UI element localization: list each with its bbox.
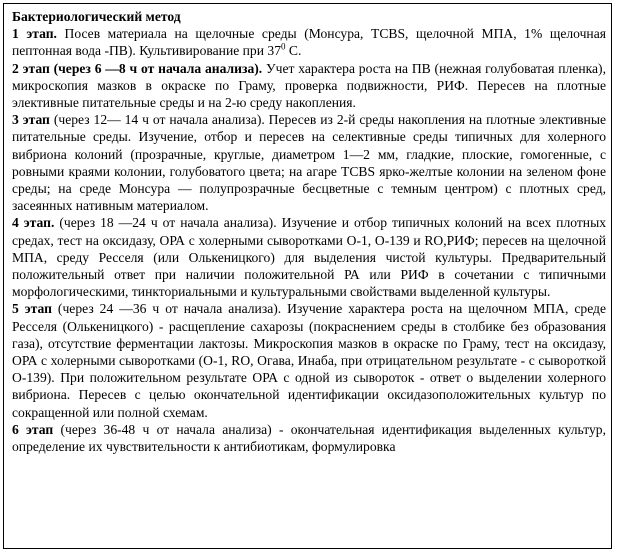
stage-4-paragraph	[12, 214, 606, 300]
stage-4-text: (через 18 —24 ч от начала анализа). Изучение и отбор типичных колоний на всех плотных средах, тест на оксидазу, ОРА с холерными сыворотками О-1, О-139 и RO,РИФ; пересев на щелочной МПА, среду Ресселя (или Олькеницкого) для выделения чистой культуры. Предварительный положительный ответ при наличии положительной РА или РИФ в сочетании с типичными морфологическими, тинкториальными и культуральными свойствами выделенной культуры.	[12, 215, 606, 300]
stage-5-paragraph	[12, 300, 606, 420]
stage-1-label: 1 этап.	[12, 26, 57, 42]
stage-2-paragraph	[12, 60, 606, 112]
stage-5-label: 5 этап	[12, 301, 52, 317]
stage-3-text: (через 12— 14 ч от начала анализа). Пересев из 2-й среды накопления на плотные элективные питательные среды. Изучение, отбор и пересев на селективные среды типичных для холерного вибриона колоний (прозрачные, круглые, диаметром 1—2 мм, гладкие, плоские, гомогенные, с ровными краями колонии, голубоватого цвета; на агаре TCBS ярко-желтые колонии на зеленом фоне среды; на среде Монсура — полупрозрачные бесцветные с темным центром) с плотных сред, засеянных нативным материалом.	[12, 112, 607, 214]
stage-1-paragraph	[12, 25, 606, 59]
stage-2-label-timing: (через 6 —8 ч от начала анализа).	[49, 60, 263, 76]
stage-5-text: (через 24 —36 ч от начала анализа). Изучение характера роста на щелочном МПА, среде Ресселя (Олькеницкого) - расщепление сахарозы (покраснением среды в столбике без образования газа), отсутствие ферментации лактозы. Микроскопия мазков в окраске по Граму, тест на оксидазу, ОРА с холерными сыворотками (О-1, RO, Огава, Инаба, при отрицательном результате - с сывороткой О-139). При положительном результате ОРА с одной из сывороток - ответ о выделении холерного вибриона. Пересев с целью окончательной идентификации оксидазоположительных культур по сокращенной или полной схемам.	[12, 301, 606, 420]
stage-3-label: 3 этап	[12, 112, 50, 128]
stage-6-text: (через 36-48 ч от начала анализа) - окончательная идентификация выделенных культур, определение их чувствительности к антибиотикам, формулировка	[12, 421, 606, 455]
stage-3-paragraph	[12, 111, 606, 214]
stage-1-superscript: 0	[281, 41, 286, 52]
document-frame	[3, 3, 612, 549]
stage-1-text-end: С.	[285, 43, 302, 59]
stage-2-label: 2 этап	[12, 60, 50, 76]
stage-6-paragraph	[12, 421, 606, 455]
stage-4-label: 4 этап.	[12, 215, 55, 231]
document-title: Бактериологический метод	[12, 9, 181, 24]
stage-1-text: Посев материала на щелочные среды (Монсура, TCBS, щелочной МПА, 1% щелочная пептонная вода -ПВ). Культивирование при 37	[12, 26, 606, 59]
stage-6-label: 6 этап	[12, 421, 54, 437]
stage-2-text: Учет характера роста на ПВ (нежная голубоватая пленка), микроскопия мазков в окраске по Граму, проверка подвижности, РИФ. Пересев на плотные элективные питательные среды и на 2-ю среду накопления.	[12, 60, 606, 111]
